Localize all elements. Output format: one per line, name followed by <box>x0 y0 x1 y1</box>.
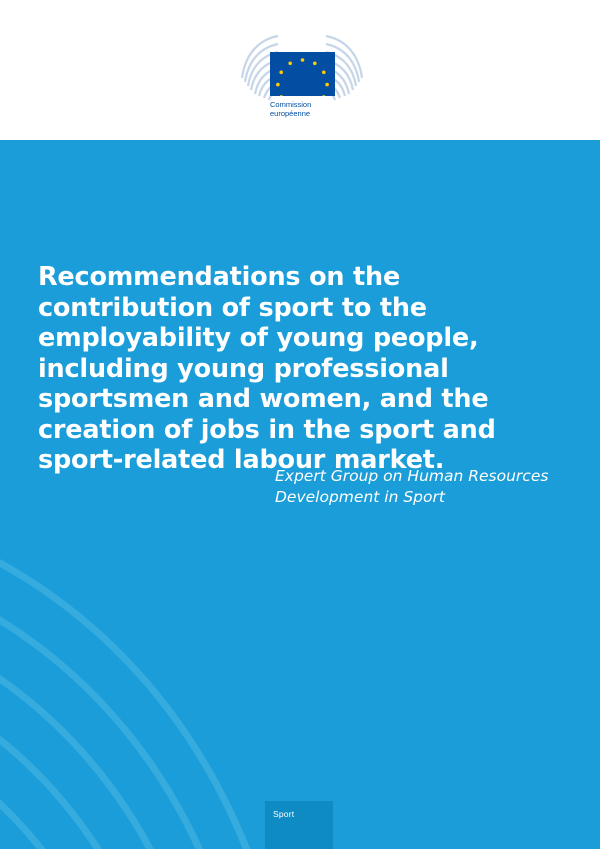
eu-flag-icon <box>270 52 335 96</box>
footer-sport-label: Sport <box>273 809 295 819</box>
page-title: Recommendations on the contribution of sport to the employability of young people, including young professional sportsmen and women, and the creation of jobs in the sport and sport-related labour market. <box>38 262 496 475</box>
commission-wordmark-line1: Commission <box>270 100 312 109</box>
european-commission-logo <box>237 34 367 134</box>
commission-wordmark-line2: européenne <box>270 109 311 118</box>
page-subtitle: Expert Group on Human Resources Development in Sport <box>275 467 549 506</box>
commission-wordmark <box>270 100 346 118</box>
footer-sport-tab <box>265 801 333 849</box>
